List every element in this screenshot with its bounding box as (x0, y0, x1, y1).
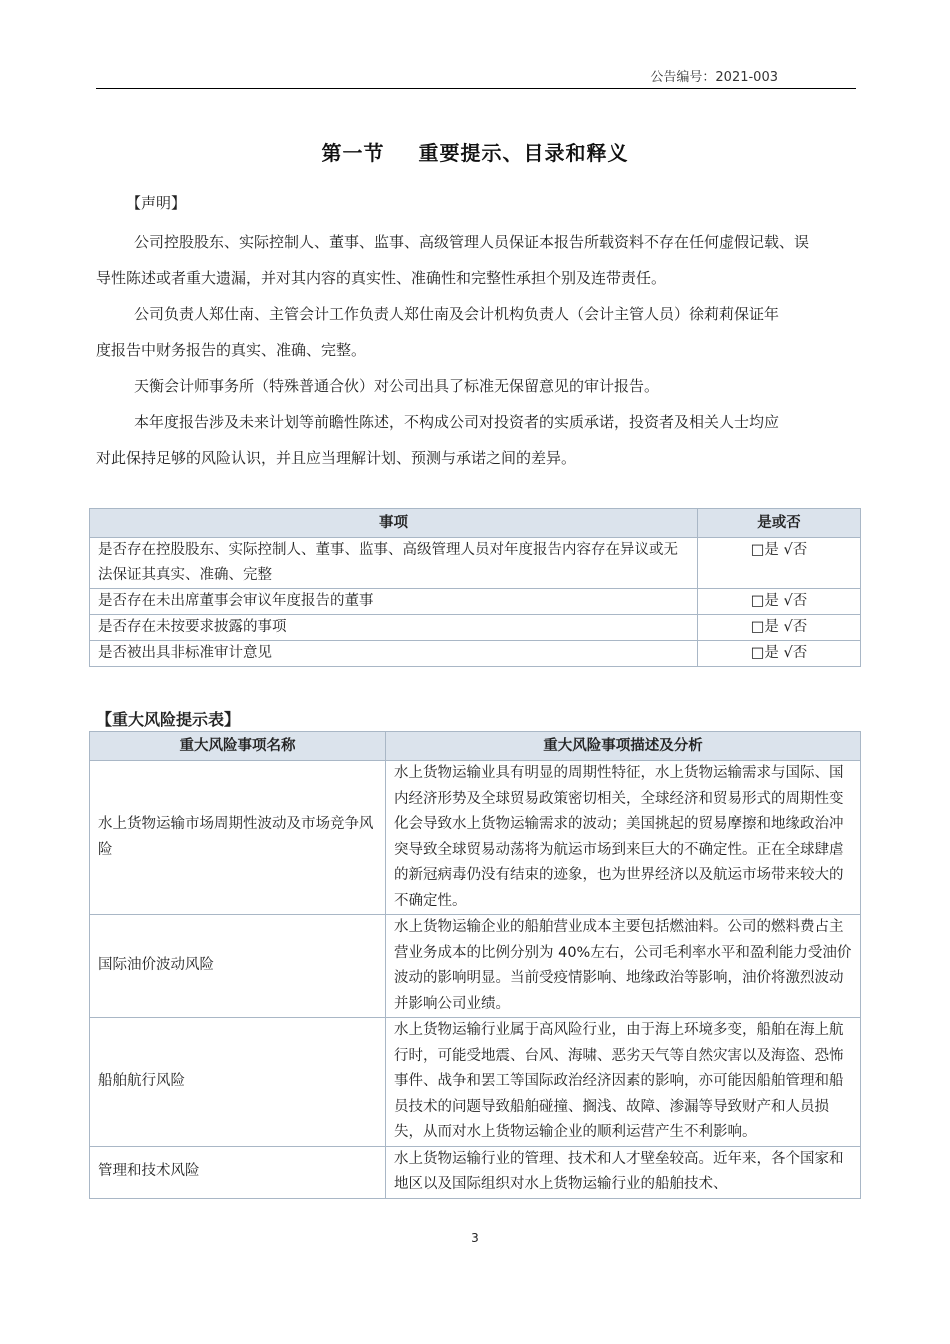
paragraph-line: 度报告中财务报告的真实、准确、完整。 (96, 341, 367, 359)
statement-paragraph (96, 404, 856, 476)
section-title (0, 137, 950, 166)
risk-table (89, 731, 861, 1199)
table-header-row (90, 732, 861, 761)
risk-name: 管理和技术风险 (90, 1146, 386, 1198)
statement-paragraph (96, 224, 856, 296)
matter-item: 是否存在未出席董事会审议年度报告的董事 (90, 589, 698, 615)
section-number: 第一节 (321, 141, 385, 165)
table-row (90, 538, 861, 589)
matter-answer: □是 √否 (698, 641, 861, 667)
announcement-number: 公告编号：2021-003 (650, 70, 778, 85)
risk-description: 水上货物运输业具有明显的周期性特征，水上货物运输需求与国际、国内经济形势及全球贸易政策密切相关，全球经济和贸易形式的周期性变化会导致水上货物运输需求的波动；美国挑起的贸易摩擦和地缘政治冲突导致全球贸易动荡将为航运市场到来巨大的不确定性。正在全球肆虐的新冠病毒仍没有结束的迹象，也为世界经济以及航运市场带来较大的不确定性。 (386, 761, 861, 915)
column-header: 重大风险事项描述及分析 (386, 732, 861, 761)
table-row (90, 589, 861, 615)
risk-name: 国际油价波动风险 (90, 915, 386, 1018)
paragraph-line: 公司控股股东、实际控制人、董事、监事、高级管理人员保证本报告所载资料不存在任何虚假记载、误 (134, 233, 810, 251)
statement-paragraph (96, 296, 856, 368)
matter-answer: □是 √否 (698, 589, 861, 615)
table-row (90, 761, 861, 915)
page-header (96, 64, 856, 89)
table-row (90, 1018, 861, 1147)
statement-label: 【声明】 (126, 194, 187, 212)
risk-description: 水上货物运输企业的船舶营业成本主要包括燃油料。公司的燃料费占主营业务成本的比例分别为 40%左右，公司毛利率水平和盈利能力受油价波动的影响明显。当前受疫情影响、地缘政治等影响，油价将激烈波动并影响公司业绩。 (386, 915, 861, 1018)
statement-paragraph (96, 368, 856, 404)
risk-name: 船舶航行风险 (90, 1018, 386, 1147)
table-header-row (90, 509, 861, 538)
risk-name: 水上货物运输市场周期性波动及市场竞争风险 (90, 761, 386, 915)
paragraph-line: 导性陈述或者重大遗漏，并对其内容的真实性、准确性和完整性承担个别及连带责任。 (96, 269, 667, 287)
risk-description: 水上货物运输行业属于高风险行业，由于海上环境多变，船舶在海上航行时，可能受地震、台风、海啸、恶劣天气等自然灾害以及海盗、恐怖事件、战争和罢工等国际政治经济因素的影响，亦可能因船舶管理和船员技术的问题导致船舶碰撞、搁浅、故障、渗漏等导致财产和人员损失，从而对水上货物运输企业的顺利运营产生不利影响。 (386, 1018, 861, 1147)
risk-description: 水上货物运输行业的管理、技术和人才壁垒较高。近年来，各个国家和地区以及国际组织对水上货物运输行业的船舶技术、 (386, 1146, 861, 1198)
matter-answer: □是 √否 (698, 538, 861, 589)
paragraph-line: 公司负责人郑仕南、主管会计工作负责人郑仕南及会计机构负责人（会计主管人员）徐莉莉保证年 (134, 305, 780, 323)
matter-answer: □是 √否 (698, 615, 861, 641)
table-row (90, 615, 861, 641)
table-row (90, 1146, 861, 1198)
risk-table-label: 【重大风险提示表】 (96, 710, 241, 729)
table-row (90, 915, 861, 1018)
page-number: 3 (471, 1231, 479, 1245)
paragraph-line: 天衡会计师事务所（特殊普通合伙）对公司出具了标准无保留意见的审计报告。 (134, 377, 660, 395)
matter-item: 是否存在未按要求披露的事项 (90, 615, 698, 641)
column-header: 是或否 (698, 509, 861, 538)
matters-table (89, 508, 861, 667)
matter-item: 是否存在控股股东、实际控制人、董事、监事、高级管理人员对年度报告内容存在异议或无法保证其真实、准确、完整 (90, 538, 698, 589)
column-header: 事项 (90, 509, 698, 538)
section-heading: 重要提示、目录和释义 (418, 141, 629, 165)
paragraph-line: 本年度报告涉及未来计划等前瞻性陈述，不构成公司对投资者的实质承诺，投资者及相关人士均应 (134, 413, 780, 431)
matter-item: 是否被出具非标准审计意见 (90, 641, 698, 667)
table-row (90, 641, 861, 667)
column-header: 重大风险事项名称 (90, 732, 386, 761)
paragraph-line: 对此保持足够的风险认识，并且应当理解计划、预测与承诺之间的差异。 (96, 449, 577, 467)
